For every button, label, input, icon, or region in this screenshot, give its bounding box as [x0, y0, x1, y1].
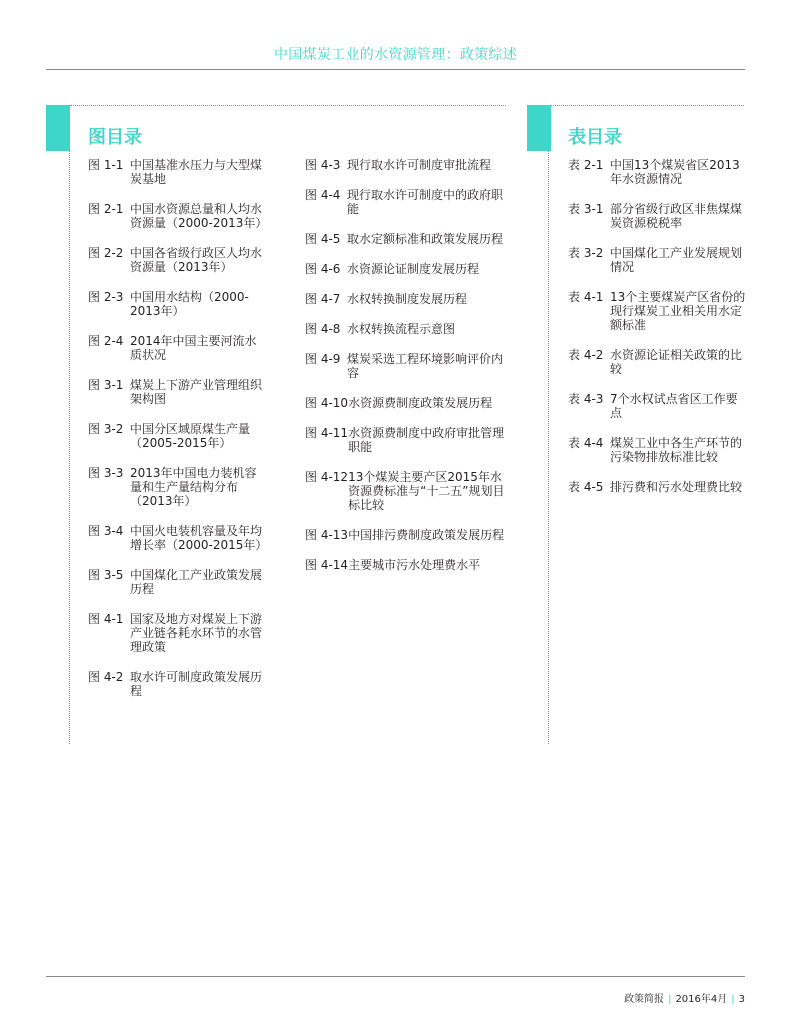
figure-entry[interactable]	[305, 232, 510, 246]
header-title: 中国煤炭工业的水资源管理：政策综述	[273, 47, 518, 63]
header-divider	[46, 69, 745, 70]
table-entry[interactable]	[568, 246, 746, 274]
figures-left-dotted-rule	[69, 106, 70, 744]
figure-title: 煤炭采选工程环境影响评价内容	[347, 352, 504, 380]
figure-entry[interactable]	[305, 158, 510, 172]
figure-number: 图 2-1	[88, 202, 124, 216]
table-number: 表 4-2	[568, 348, 604, 362]
figure-number: 图 4-5	[305, 232, 341, 246]
figure-number: 图 4-12	[305, 470, 349, 484]
figure-title: 中国各省级行政区人均水资源量（2013年）	[130, 246, 263, 274]
figure-number: 图 4-10	[305, 396, 349, 410]
figures-accent-bar	[46, 105, 70, 151]
figure-title: 国家及地方对煤炭上下游产业链各耗水环节的水管理政策	[130, 612, 263, 654]
figure-title: 中国水资源总量和人均水资源量（2000-2013年）	[130, 202, 268, 230]
figure-entry[interactable]	[305, 292, 510, 306]
figure-title: 13个煤炭主要产区2015年水资源费标准与“十二五”规划目标比较	[348, 470, 505, 512]
figure-title: 中国排污费制度政策发展历程	[348, 528, 505, 542]
footer-divider	[46, 976, 745, 977]
table-title: 煤炭工业中各生产环节的污染物排放标准比较	[610, 436, 743, 464]
figure-entry[interactable]	[88, 524, 268, 552]
footer-separator: |	[668, 994, 672, 1005]
figure-title: 现行取水许可制度中的政府职能	[347, 188, 504, 216]
table-number: 表 4-3	[568, 392, 604, 406]
figure-entry[interactable]	[88, 422, 268, 450]
figure-entry[interactable]	[305, 426, 510, 454]
figure-title: 水权转换流程示意图	[347, 322, 456, 336]
figure-number: 图 4-7	[305, 292, 341, 306]
table-number: 表 4-1	[568, 290, 604, 304]
table-entry[interactable]	[568, 392, 746, 420]
figures-top-dotted-rule	[70, 105, 506, 106]
table-title: 7个水权试点省区工作要点	[610, 392, 738, 420]
footer-separator: |	[731, 994, 735, 1005]
figure-number: 图 2-4	[88, 334, 124, 348]
figure-entry[interactable]	[305, 396, 510, 410]
table-title: 排污费和污水处理费比较	[610, 480, 743, 494]
figure-number: 图 4-13	[305, 528, 349, 542]
figure-number: 图 4-4	[305, 188, 341, 202]
figure-title: 2014年中国主要河流水质状况	[130, 334, 257, 362]
figure-number: 图 4-8	[305, 322, 341, 336]
figure-title: 中国分区域原煤生产量（2005-2015年）	[130, 422, 251, 450]
figure-number: 图 4-9	[305, 352, 341, 366]
table-title: 中国煤化工产业发展规划情况	[610, 246, 743, 274]
table-number: 表 3-1	[568, 202, 604, 216]
tables-accent-bar	[527, 105, 551, 151]
tables-left-dotted-rule	[548, 106, 549, 744]
figure-title: 水权转换制度发展历程	[347, 292, 468, 306]
table-title: 部分省级行政区非焦煤煤炭资源税税率	[610, 202, 743, 230]
figure-title: 中国用水结构（2000-2013年）	[130, 290, 249, 318]
figure-number: 图 4-11	[305, 426, 349, 440]
footer-date: 2016年4月	[675, 994, 728, 1005]
figure-title: 中国火电装机容量及年均增长率（2000-2015年）	[130, 524, 268, 552]
page-number: 3	[738, 994, 745, 1005]
figure-entry[interactable]	[305, 262, 510, 276]
table-title: 13个主要煤炭产区省份的现行煤炭工业相关用水定额标准	[610, 290, 746, 332]
figure-title: 煤炭上下游产业管理组织架构图	[130, 378, 263, 406]
figure-title: 水资源费制度中政府审批管理职能	[348, 426, 505, 454]
figure-title: 水资源论证制度发展历程	[347, 262, 480, 276]
table-number: 表 2-1	[568, 158, 604, 172]
table-number: 表 4-5	[568, 480, 604, 494]
figures-heading: 图目录	[88, 127, 142, 148]
figure-number: 图 3-5	[88, 568, 124, 582]
figure-entry[interactable]	[88, 158, 268, 186]
table-entry[interactable]	[568, 158, 746, 186]
figure-entry[interactable]	[305, 558, 510, 572]
table-entry[interactable]	[568, 290, 746, 332]
table-entry[interactable]	[568, 480, 746, 494]
figure-entry[interactable]	[88, 246, 268, 274]
figure-entry[interactable]	[88, 378, 268, 406]
figure-title: 现行取水许可制度审批流程	[347, 158, 492, 172]
figure-entry[interactable]	[305, 188, 510, 216]
figure-entry[interactable]	[88, 290, 268, 318]
figure-list-column-2	[305, 158, 510, 588]
figure-number: 图 4-1	[88, 612, 124, 626]
figure-entry[interactable]	[305, 322, 510, 336]
figure-title: 取水定额标准和政策发展历程	[347, 232, 504, 246]
figure-number: 图 2-2	[88, 246, 124, 260]
footer-publication: 政策简报	[624, 994, 665, 1005]
figure-number: 图 4-14	[305, 558, 349, 572]
figure-title: 主要城市污水处理费水平	[348, 558, 481, 572]
figure-number: 图 4-3	[305, 158, 341, 172]
figure-number: 图 3-3	[88, 466, 124, 480]
figure-number: 图 3-1	[88, 378, 124, 392]
figure-title: 取水许可制度政策发展历程	[130, 670, 263, 698]
tables-top-dotted-rule	[548, 105, 744, 106]
table-entry[interactable]	[568, 348, 746, 376]
figure-entry[interactable]	[88, 612, 268, 654]
figure-title: 2013年中国电力装机容量和生产量结构分布（2013年）	[130, 466, 257, 508]
figure-number: 图 3-2	[88, 422, 124, 436]
figure-entry[interactable]	[88, 670, 268, 698]
page-footer	[624, 990, 745, 1005]
figure-number: 图 4-6	[305, 262, 341, 276]
figure-number: 图 3-4	[88, 524, 124, 538]
figure-entry[interactable]	[305, 352, 510, 380]
tables-heading: 表目录	[568, 127, 622, 148]
figure-title: 中国基准水压力与大型煤炭基地	[130, 158, 263, 186]
figure-title: 水资源费制度政策发展历程	[348, 396, 493, 410]
figure-title: 中国煤化工产业政策发展历程	[130, 568, 263, 596]
table-entry[interactable]	[568, 436, 746, 464]
figure-number: 图 2-3	[88, 290, 124, 304]
figure-entry[interactable]	[88, 202, 268, 230]
figure-entry[interactable]	[305, 470, 510, 512]
table-title: 水资源论证相关政策的比较	[610, 348, 743, 376]
figure-number: 图 1-1	[88, 158, 124, 172]
table-title: 中国13个煤炭省区2013年水资源情况	[610, 158, 740, 186]
table-entry[interactable]	[568, 202, 746, 230]
figure-entry[interactable]	[88, 334, 268, 362]
figure-entry[interactable]	[88, 466, 268, 508]
figure-list-column-1	[88, 158, 268, 714]
figure-entry[interactable]	[305, 528, 510, 542]
table-number: 表 4-4	[568, 436, 604, 450]
table-number: 表 3-2	[568, 246, 604, 260]
figure-number: 图 4-2	[88, 670, 124, 684]
table-list	[568, 158, 746, 510]
figure-entry[interactable]	[88, 568, 268, 596]
